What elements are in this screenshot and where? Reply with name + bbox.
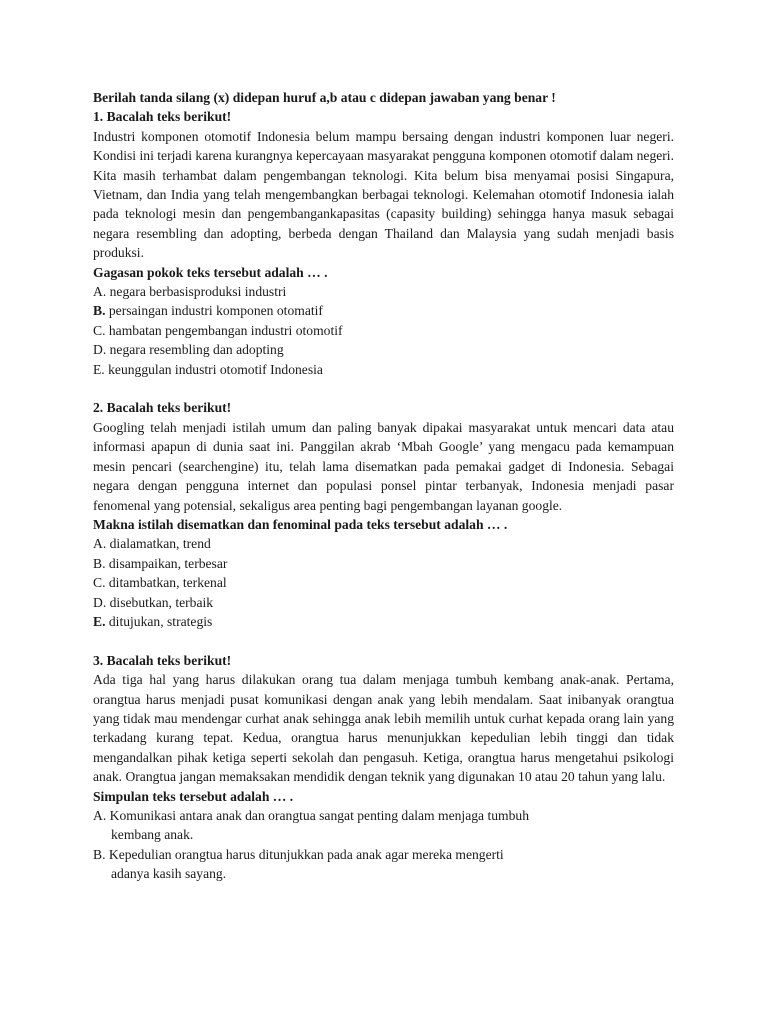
answer-option-c[interactable]	[93, 321, 674, 340]
option-text: ditujukan, strategis	[108, 613, 213, 629]
option-letter: A.	[93, 284, 107, 300]
answer-option-b[interactable]	[93, 301, 674, 320]
option-letter: B.	[93, 303, 106, 319]
question-heading: 2. Bacalah teks berikut!	[93, 400, 232, 416]
option-letter: A.	[93, 808, 107, 823]
question-3	[93, 651, 674, 884]
option-letter: B.	[93, 846, 106, 862]
question-passage: Ada tiga hal yang harus dilakukan orang tua dalam menjaga tumbuh kembang anak-anak. Pertama, orangtua harus menjadi pusat komunikasi dengan anak yang lebih mendalam. Saat inibanyak orangtua yang tidak mau mendengar curhat anak sehingga anak lebih memilih untuk curhat kepada orang lain yang terkadang kurang tepat. Kedua, orangtua harus menunjukkan kepedulian lebih tinggi dan tidak mengandalkan pihak ketiga seperti sekolah dan pengasuh. Ketiga, orangtua harus mengetahui psikologi anak. Orangtua jangan memaksakan mendidik dengan teknik yang digunakan 10 atau 20 tahun yang lalu.	[93, 672, 674, 785]
option-text-continuation: adanya kasih sayang.	[111, 866, 227, 882]
answer-option-e[interactable]	[93, 360, 674, 379]
document-page	[93, 88, 674, 884]
question-passage: Googling telah menjadi istilah umum dan paling banyak dipakai masyarakat untuk mencari data atau informasi apapun di dunia saat ini. Panggilan akrab ‘Mbah Google’ yang mengacu pada kemampuan mesin pencari (searchengine) itu, telah lama disematkan pada pemakai gadget di Indonesia. Sebagai negara dengan pengguna internet dan populasi ponsel pintar terbanyak, Indonesia menjadi pasar fenomenal yang potensial, sekaligus area penting bagi pengembangan layanan google.	[93, 419, 674, 513]
option-text: disampaikan, terbesar	[108, 555, 228, 571]
option-letter: E.	[93, 613, 106, 629]
option-letter: E.	[93, 361, 105, 377]
option-text: negara berbasisproduksi industri	[109, 284, 287, 300]
option-letter: D.	[93, 594, 107, 610]
question-1	[93, 107, 674, 379]
answer-option-e[interactable]	[93, 612, 674, 631]
question-heading: 1. Bacalah teks berikut!	[93, 109, 232, 125]
question-2	[93, 398, 674, 631]
question-heading: 3. Bacalah teks berikut!	[93, 652, 232, 668]
question-passage: Industri komponen otomotif Indonesia belum mampu bersaing dengan industri komponen luar negeri. Kondisi ini terjadi karena kurangnya kepercayaan masyarakat pengguna komponen otomotif dalam negeri. Kita masih terhambat dalam pengembangan teknologi. Kita belum bisa menyamai posisi Singapura, Vietnam, dan India yang telah mengembangkan berbagai teknologi. Kelemahan otomotif Indonesia ialah pada teknologi mesin dan pengembangankapasitas (capasity building) sehingga hanya masuk sebagai negara resembling dan adopting, berbeda dengan Thailand dan Malaysia yang sudah menjadi basis produksi.	[93, 128, 674, 261]
option-text: persaingan industri komponen otomatif	[108, 303, 323, 319]
answer-option-d[interactable]	[93, 340, 674, 359]
option-letter: C.	[93, 575, 106, 591]
option-text: disebutkan, terbaik	[109, 594, 214, 610]
option-text: Kepedulian orangtua harus ditunjukkan pada anak agar mereka mengerti	[108, 846, 504, 862]
option-text: keunggulan industri otomotif Indonesia	[108, 361, 323, 377]
spacer	[93, 631, 674, 650]
option-text: dialamatkan, trend	[109, 536, 211, 552]
option-text: negara resembling dan adopting	[109, 342, 284, 358]
answer-option-a[interactable]	[93, 534, 674, 553]
answer-option-d[interactable]	[93, 593, 674, 612]
question-stem: Gagasan pokok teks tersebut adalah … .	[93, 264, 328, 280]
option-text-continuation: kembang anak.	[111, 827, 194, 843]
answer-option-a[interactable]	[93, 282, 674, 301]
question-stem: Makna istilah disematkan dan fenominal pada teks tersebut adalah … .	[93, 516, 508, 532]
instruction-text: Berilah tanda silang (x) didepan huruf a,b atau c didepan jawaban yang benar !	[93, 90, 556, 105]
option-letter: A.	[93, 536, 107, 552]
question-stem: Simpulan teks tersebut adalah … .	[93, 788, 294, 804]
answer-option-b[interactable]	[93, 554, 674, 573]
option-text: ditambatkan, terkenal	[108, 575, 227, 591]
option-letter: D.	[93, 342, 107, 358]
answer-option-a[interactable]	[93, 806, 674, 845]
answer-option-c[interactable]	[93, 573, 674, 592]
answer-option-b[interactable]	[93, 845, 674, 884]
option-letter: B.	[93, 555, 106, 571]
option-text: Komunikasi antara anak dan orangtua sangat penting dalam menjaga tumbuh	[109, 808, 530, 823]
option-text: hambatan pengembangan industri otomotif	[108, 322, 343, 338]
spacer	[93, 379, 674, 398]
option-letter: C.	[93, 322, 106, 338]
